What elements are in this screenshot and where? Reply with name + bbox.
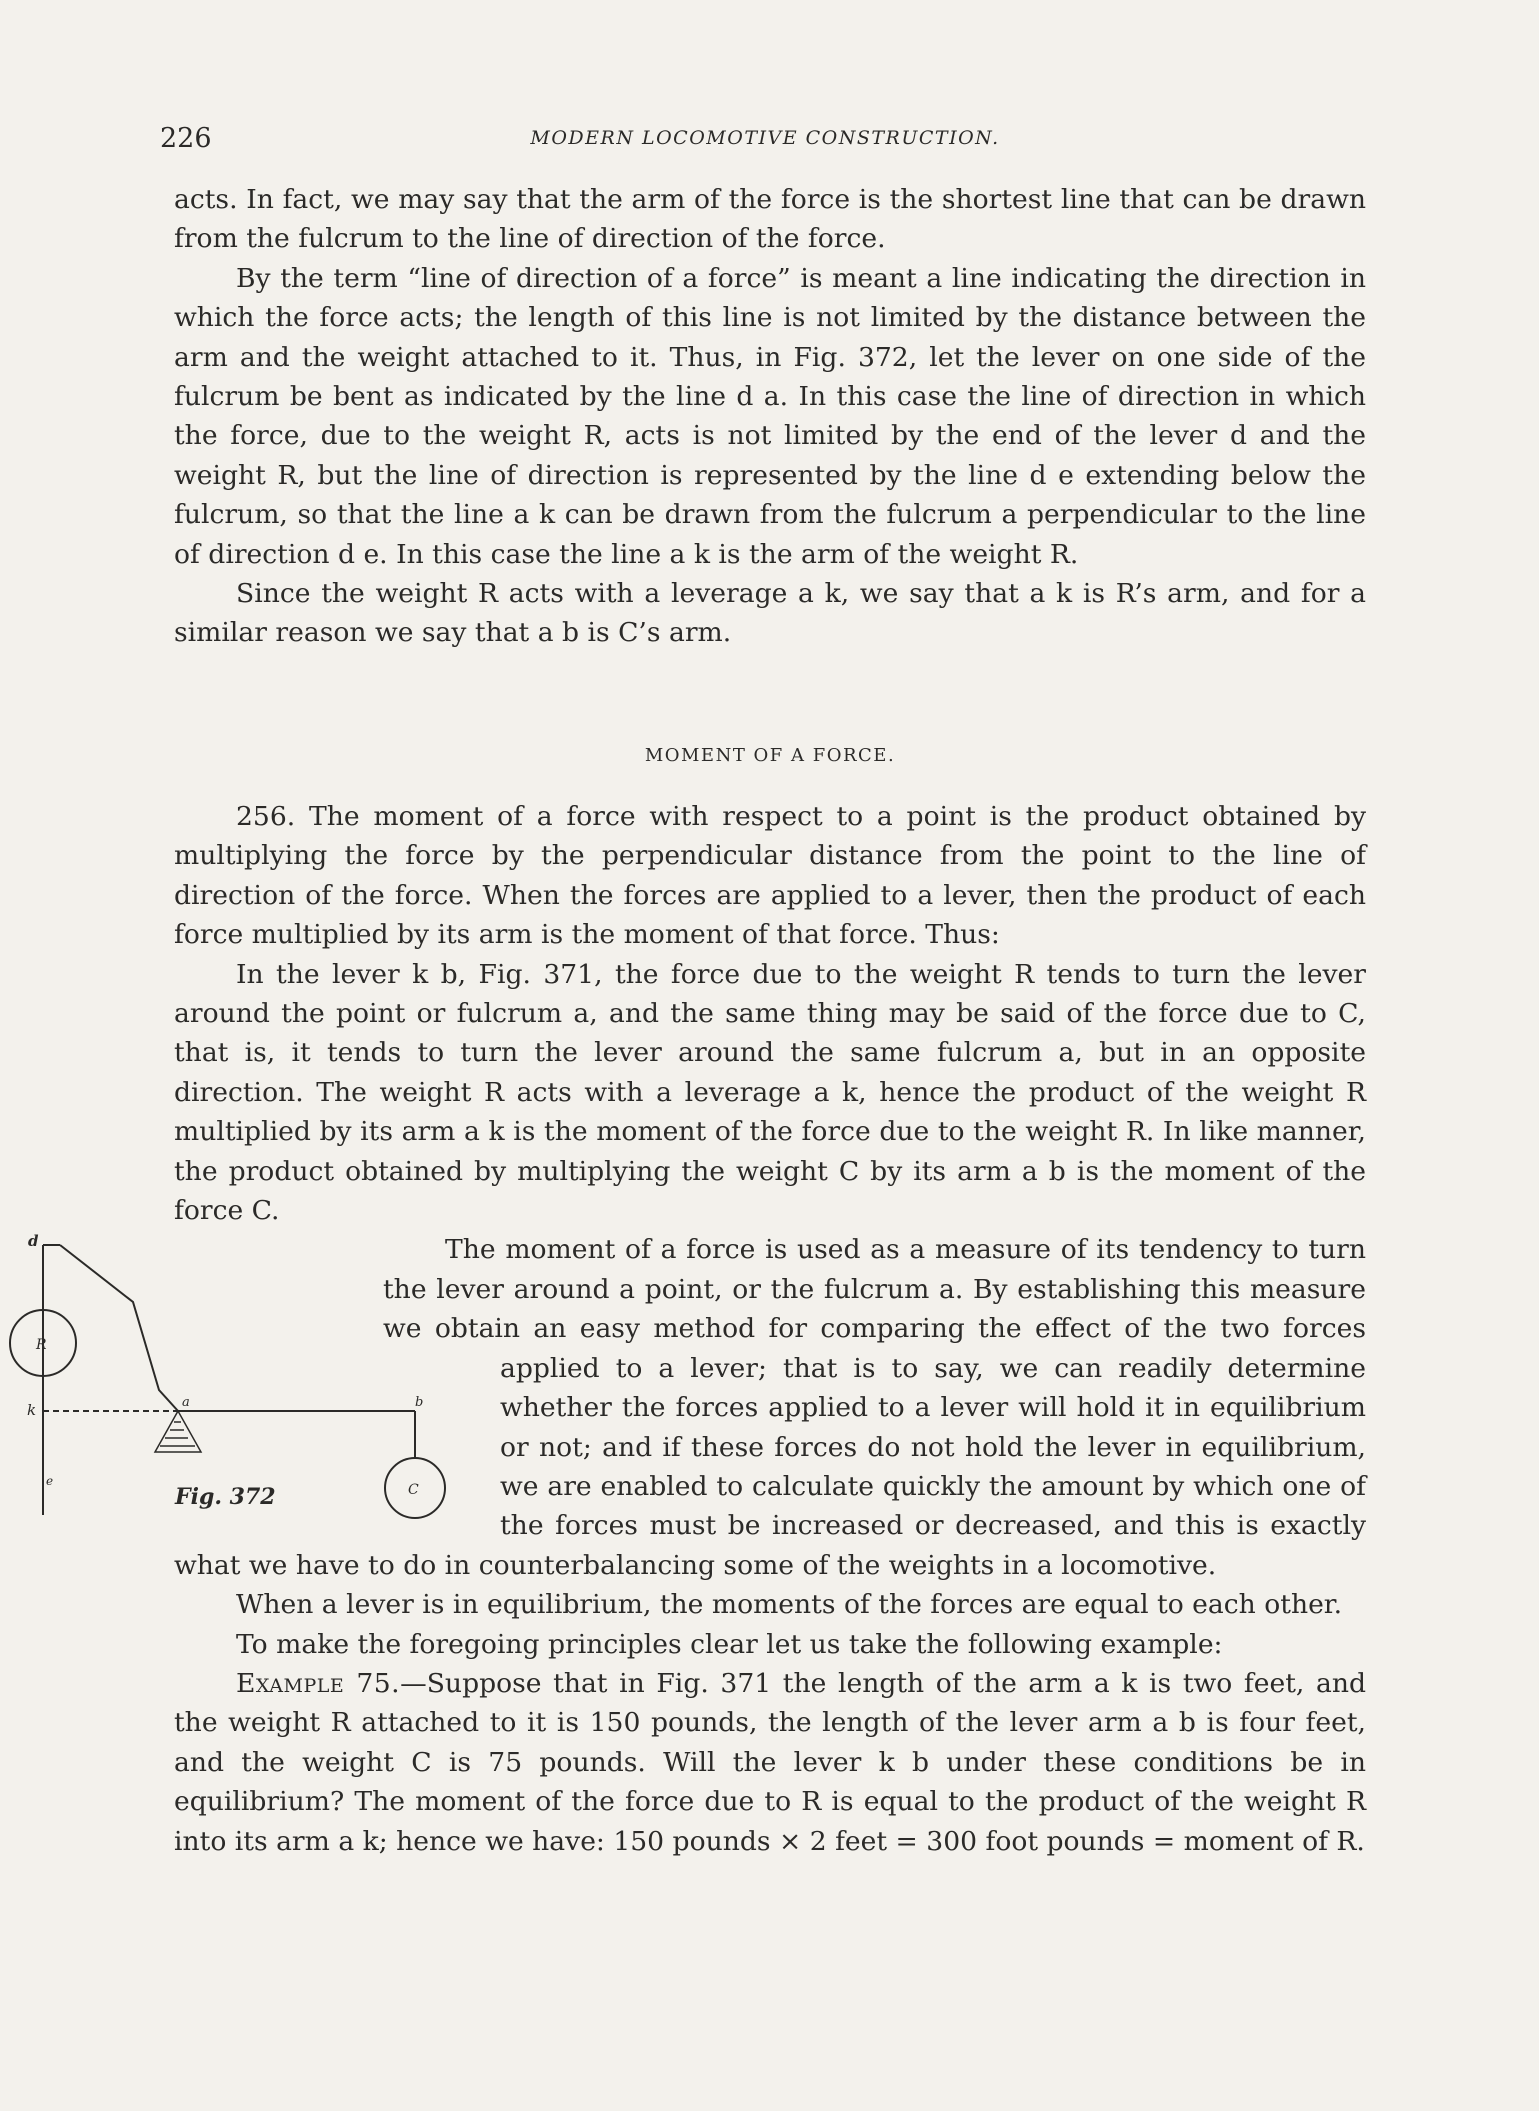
section-moment-of-force bbox=[27, 797, 1366, 1861]
page-header bbox=[160, 123, 1370, 157]
paragraph: 256. The moment of a force with respect to a point is the product obtained by multiplying the force by the perpendicular distance from the point to the line of direction of the force. When the forces are applied to a lever, then the product of each force multiplied by its arm is the moment of that force. Thus: bbox=[174, 801, 1366, 951]
example-label: Example 75. bbox=[236, 1667, 401, 1699]
paragraph: To make the foregoing principles clear let us take the following example: bbox=[236, 1628, 1223, 1660]
paragraph: By the term “line of direction of a force” is meant a line indicating the direction in which the force acts; the length of this line is not limited by the distance between the arm and the weight attached to it. Thus, in Fig. 372, let the lever on one side of the fulcrum be bent as indicated by the line d a. In this case the line of direction in which the force, due to the weight R, acts is not limited by the end of the lever d and the weight R, but the line of direction is represented by the line d e extending below the fulcrum, so that the line a k can be drawn from the fulcrum a perpendicular to the line of direction d e. In this case the line a k is the arm of the weight R. bbox=[174, 262, 1366, 570]
section-heading: MOMENT OF A FORCE. bbox=[644, 745, 896, 766]
label-r: R bbox=[36, 1337, 47, 1354]
section-arm-of-force bbox=[174, 180, 1366, 653]
label-e: e bbox=[46, 1474, 54, 1489]
paragraph: acts. In fact, we may say that the arm of the force is the shortest line that can be drawn from the fulcrum to the line of direction of the force. bbox=[174, 184, 1366, 255]
fulcrum bbox=[155, 1411, 201, 1452]
page-number: 226 bbox=[160, 123, 212, 154]
figure-372 bbox=[0, 1230, 500, 1535]
paragraph: Since the weight R acts with a leverage a k, we say that a k is R’s arm, and for a similar reason we say that a b is C’s arm. bbox=[174, 578, 1366, 649]
paragraph: In the lever k b, Fig. 371, the force due to the weight R tends to turn the lever around the point or fulcrum a, and the same thing may be said of the force due to C, that is, it tends to turn the lever around the same fulcrum a, but in an opposite direction. The weight R acts with a leverage a k, hence the product of the weight R multiplied by its arm a k is the moment of the force due to the weight R. In like manner, the product obtained by multiplying the weight C by its arm a b is the moment of the force C. bbox=[174, 958, 1366, 1227]
paragraph: When a lever is in equilibrium, the moments of the forces are equal to each other. bbox=[236, 1589, 1343, 1621]
paragraph: The moment of a force is used as a measure of its tendency to turn the lever around a point, or the fulcrum a. By establishing this measure we obtain an easy method for comparing the effect of the two forces applied to a lever; that is to say, we can readily determine whether the forces applied to a lever will hold it in equilibrium or not; and if these forces do not hold the lever in equilibrium, we are enabled to calculate quickly the amount by which one of the forces must be increased or decreased, and this is exactly what we have to do in counterbalancing some of the weights in a locomotive. bbox=[174, 1234, 1366, 1581]
paragraph-example bbox=[174, 1664, 1366, 1861]
label-b: b bbox=[415, 1395, 424, 1411]
figure-caption: Fig. 372 bbox=[175, 1484, 276, 1511]
label-k: k bbox=[27, 1401, 37, 1420]
bent-lever-arm bbox=[60, 1245, 178, 1411]
running-title: MODERN LOCOMOTIVE CONSTRUCTION. bbox=[530, 127, 1000, 149]
example-text: —Suppose that in Fig. 371 the length of the arm a k is two feet, and the weight R attached to it is 150 pounds, the length of the lever arm a b is four feet, and the weight C is 75 pounds. Will the lever k b under these conditions be in equilibrium? The moment of the force due to R is equal to the product of the weight R into its arm a k; hence we have: 150 pounds × 2 feet = 300 foot pounds = moment of R. bbox=[174, 1667, 1366, 1857]
label-c: C bbox=[408, 1482, 419, 1499]
figure-wrap bbox=[27, 1230, 1366, 1585]
label-a: a bbox=[182, 1395, 190, 1411]
label-d: d bbox=[28, 1232, 39, 1251]
